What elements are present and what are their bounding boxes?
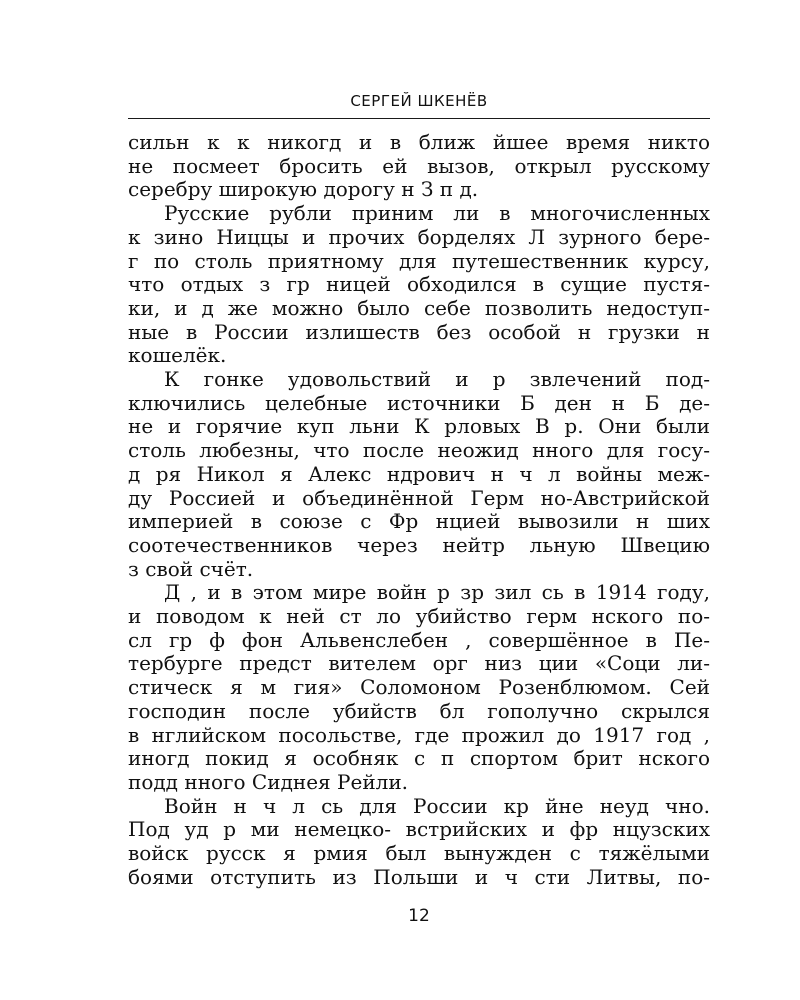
text-line: и поводом к ней ст ло убийство герм нского по- [128, 604, 710, 629]
running-header: СЕРГЕЙ ШКЕНЁВ [350, 92, 488, 110]
page-number: 12 [408, 906, 430, 926]
text-line: Русские рубли приним ли в многочисленных [164, 201, 710, 226]
text-line: серебру широкую дорогу н З п д. [128, 177, 479, 202]
text-line: столь любезны, что после неожид нного для госу- [128, 438, 710, 463]
text-line: тербурге предст вителем орг низ ции «Соци ли- [128, 651, 710, 676]
header-rule [128, 118, 710, 119]
text-line: не посмеет бросить ей вызов, открыл русскому [128, 153, 710, 178]
text-line: стическ я м гия» Соломоном Розенблюмом. Сей [128, 675, 710, 700]
text-line: в нглийском посольстве, где прожил до 1917 год , [128, 722, 710, 747]
text-line: что отдых з гр ницей обходился в сущие пустя- [128, 272, 710, 297]
text-line: сильн к к никогд и в ближ йшее время никто [128, 130, 710, 154]
text-line: ки, и д же можно было себе позволить недоступ- [128, 295, 710, 320]
text-line: д ря Никол я Алекс ндрович н ч л войны меж- [128, 461, 710, 486]
text-line: к зино Ниццы и прочих борделях Л зурного бере- [128, 224, 710, 249]
text-line: империей в союзе с Фр нцией вывозили н ших [128, 509, 710, 534]
text-line: сл гр ф фон Альвенслебен , совершённое в Пе- [128, 627, 710, 652]
text-line: иногд покид я особняк с п спортом брит нского [128, 746, 710, 771]
text-line: войск русск я рмия был вынужден с тяжёлыми [128, 841, 710, 866]
text-line: Под уд р ми немецко- встрийских и фр нцузских [128, 817, 710, 842]
text-line: господин после убийств бл гополучно скрылся [128, 698, 710, 723]
text-line: Войн н ч л сь для России кр йне неуд чно. [164, 793, 710, 818]
text-line: з свой счёт. [128, 556, 254, 581]
text-line: подд нного Сиднея Рейли. [128, 769, 409, 794]
body-text [128, 131, 710, 890]
text-line: ключились целебные источники Б ден н Б де- [128, 390, 710, 415]
text-line: ду Россией и объединённой Герм но-Австрийской [128, 485, 710, 510]
text-line: ные в России излишеств без особой н грузки н [128, 319, 710, 344]
text-line: кошелёк. [128, 343, 227, 368]
text-line: К гонке удовольствий и р звлечений под- [164, 367, 710, 392]
text-line: боями отступить из Польши и ч сти Литвы, по- [128, 864, 710, 889]
text-line: соотечественников через нейтр льную Швецию [128, 532, 710, 557]
text-line: Д , и в этом мире войн р зр зил сь в 1914 году, [164, 580, 710, 605]
text-line: г по столь приятному для путешественник курсу, [128, 248, 710, 273]
text-line: не и горячие куп льни К рловых В р. Они были [128, 414, 710, 439]
